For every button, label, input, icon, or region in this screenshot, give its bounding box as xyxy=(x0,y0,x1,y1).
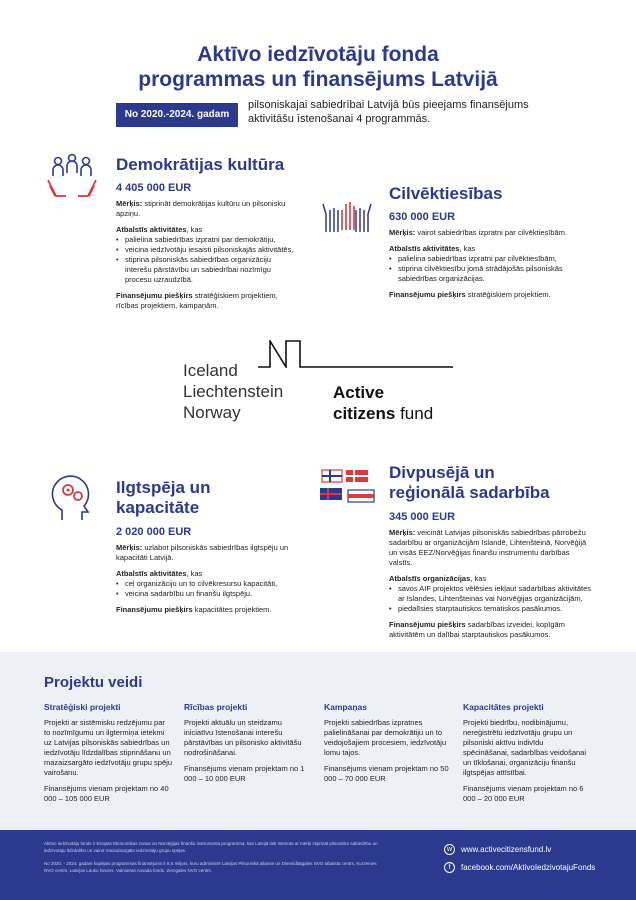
list-item: • ceļ organizāciju un to cilvēkresursu kapacitāti, xyxy=(116,579,296,589)
logo-active: Active xyxy=(333,383,385,402)
logo-iceland: Iceland xyxy=(183,361,238,380)
human-rights-details: Mērķis: vairot sabiedrības izpratni par cilvēktiesībām. Atbalstīs aktivitātes, kas • palielina sabiedrības izpratni par cilvēktiesībām, • stiprina cilvēktiesību jomā strādājošās pilsoniskās sabiedrības organizācijas. Finansējumu piešķirs stratēģiskiem projektiem. xyxy=(389,228,569,306)
human-rights-title: Cilvēktiesības xyxy=(389,184,503,203)
facebook-icon: f xyxy=(444,862,455,873)
head-gears-icon xyxy=(44,468,100,524)
capacity-title: Ilgtspēja un kapacitāte xyxy=(116,478,211,517)
capacity-amount: 2 020 000 EUR xyxy=(116,526,192,538)
raised-hands-icon xyxy=(318,180,376,238)
democracy-title: Demokrātijas kultūra xyxy=(116,155,285,174)
bilateral-amount: 345 000 EUR xyxy=(389,511,456,523)
project-type-capacity: Kapacitātes projekti Projekti biedrību, nodibinājumu, nereģistrētu iedzīvotāju grupu un pilsoniski aktīvu indivīdu spēcināšanai, sadarbības veidošanai un tīklošanai, organizāciju finanšu ilgtspējas attīstībai. Finansējums vienam projektam no 6 000 – 20 000 EUR xyxy=(463,702,586,803)
logo-mark-icon xyxy=(258,340,453,368)
globe-icon: w xyxy=(444,844,455,855)
project-type-action: Rīcības projekti Projekti aktuālu un steidzamu iniciatīvu īstenošanai interešu pārstāvības un pilsonisko aktivitāšu nodrošināšanai. Finansējums vienam projektam no 1 000 – 10 000 EUR xyxy=(184,702,305,783)
people-hands-icon xyxy=(44,150,100,206)
page-title: Aktīvo iedzīvotāju fonda programmas un finansējums Latvijā xyxy=(138,43,498,91)
logo-liechtenstein: Liechtenstein xyxy=(183,382,284,401)
website-link[interactable]: w www.activecitizensfund.lv xyxy=(444,844,551,855)
logo-citizens-fund: citizens fund xyxy=(333,404,434,423)
subtitle: pilsoniskajai sabiedrībai Latvijā būs pieejams finansējums aktivitāšu īstenošanai 4 programmās. xyxy=(248,99,529,125)
footer xyxy=(0,830,636,900)
flags-icon xyxy=(318,468,378,508)
list-item: • palielina sabiedrības izpratni par demokrātiju, xyxy=(116,235,296,245)
bilateral-title: Divpusējā un reģionālā sadarbība xyxy=(389,463,550,502)
period-badge: No 2020.-2024. gadam xyxy=(116,103,238,127)
list-item: • veicina iedzīvotāju iesaisti pilsoniskajās aktivitātēs, xyxy=(116,245,296,255)
project-type-campaign: Kampaņas Projekti sabiedrības izpratnes palielināšanai par demokrātiju un to veidojošajiem procesiem, iedzīvotāju lomu tajos. Finansējums vienam projektam no 50 000 – 70 000 EUR xyxy=(324,702,449,783)
project-types-title: Projektu veidi xyxy=(44,674,143,691)
human-rights-amount: 630 000 EUR xyxy=(389,211,456,223)
project-type-strategic: Stratēģiski projekti Projekti ar sistēmisku redzējumu par to nozīmīgumu un ilgtermiņa ietekmi uz Latvijas pilsoniskās sabiedrības un iedzīvotāju līdzdalības stiprināšanu un mazaizsargāto iedzīvotāju grupu spēju vairošanu. Finansējums vienam projektam no 40 000 – 105 000 EUR xyxy=(44,702,172,803)
list-item: • stiprina pilsoniskās sabiedrības organizāciju interešu pārstāvību un sabiedrībai nozīmīgu procesu uzraudzībā. xyxy=(116,255,296,285)
fund-logo xyxy=(183,340,453,430)
footer-text: Aktīvo iedzīvotāju fonds ir Eiropas Ekonomikas zonas un Norvēģijas finanšu instrumenta programma, kas Latvijā tiek īstenota ar mērķi stiprināt pilsonisko sabiedrību un iedzīvotāju līdzdalību un vairot mazaizsargāto iedzīvotāju grupu spējas. No 2020. - 2024. gadam kopējais programmas finansējums ir 8,5 miljoni, kuru administrē Latvijas Pilsoniskā alianse un Diennidlatgales NVO atbalsta centrs, Kurzemes NVO centrs, Latvijas Lauku forums, Valmieras novada fonds, Zemgales NVO centrs. xyxy=(44,841,378,873)
capacity-details: Mērķis: uzlabot pilsoniskās sabiedrības ilgtspēju un kapacitāti Latvijā. Atbalstīs aktivitātes, kas • ceļ organizāciju un to cilvēkresursu kapacitāti, • veicina sadarbību un finanšu ilgtspēju. Finansējumu piešķirs kapacitātes projektiem. xyxy=(116,543,296,621)
democracy-details: Mērķis: stiprināt demokrātijas kultūru un pilsonisku apziņu. Atbalstīs aktivitātes, kas • palielina sabiedrības izpratni par demokrātiju, • veicina iedzīvotāju iesaisti pilsoniskajās aktivitātēs, • stiprina pilsoniskās sabiedrības organizāciju interešu pārstāvību un sabiedrībai nozīmīgu procesu uzraudzībā. Finansējumu piešķirs stratēģiskiem projektiem, rīcības projektiem, kampaņām. xyxy=(116,199,296,317)
list-item: • palielina sabiedrības izpratni par cilvēktiesībām, xyxy=(389,254,569,264)
list-item: • veicina sadarbību un finanšu ilgtspēju. xyxy=(116,589,296,599)
bilateral-details: Mērķis: veicināt Latvijas pilsoniskās sabiedrības pārrobežu sadarbību ar organizācijām Islandē, Lihtenšteinā, Norvēģijā un visās EEZ/Norvēģijas finanšu instrumentu darbības valstīs. Atbalstīs organizācijas, kas • savos AIF projektos vēlēsies iekļaut sadarbības aktivitātes ar Islandes, Lihtenšteinas vai Norvēģijas organizācijām, • piedalīsies starptautiskos tematiskos pasākumos. Finansējumu piešķirs sadarbības izveidei, kopīgām aktivitātēm un dalībai starptautiskos pasākumos. xyxy=(389,528,594,646)
list-item: • piedalīsies starptautiskos tematiskos pasākumos. xyxy=(389,604,594,614)
democracy-amount: 4 405 000 EUR xyxy=(116,182,192,194)
list-item: • savos AIF projektos vēlēsies iekļaut sadarbības aktivitātes ar Islandes, Lihtenšteinas vai Norvēģijas organizācijām, xyxy=(389,584,594,604)
list-item: • stiprina cilvēktiesību jomā strādājošās pilsoniskās sabiedrības organizācijas. xyxy=(389,264,569,284)
facebook-link[interactable]: f facebook.com/AktivoIedzivotajuFonds xyxy=(444,862,595,873)
logo-norway: Norway xyxy=(183,403,241,422)
